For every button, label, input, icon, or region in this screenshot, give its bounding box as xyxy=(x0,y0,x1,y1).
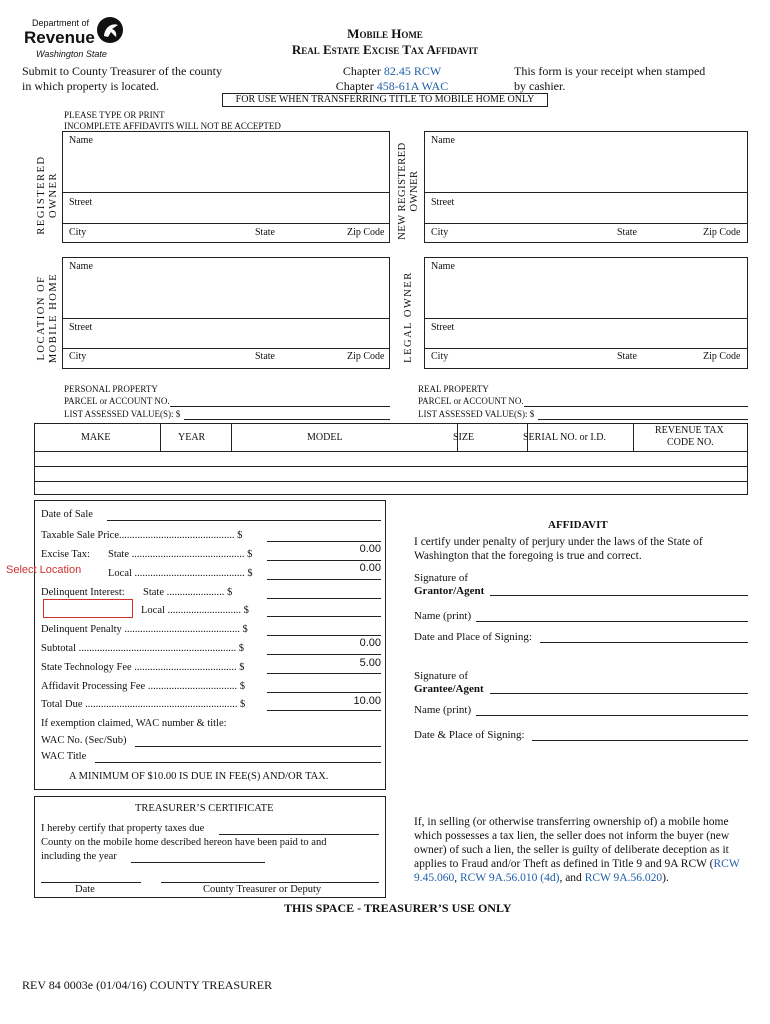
wac-link[interactable]: 458-61A WAC xyxy=(376,79,449,93)
treasurer-signature-input[interactable] xyxy=(161,882,379,883)
wa-logo-icon xyxy=(96,16,124,44)
loc-street-label: Street xyxy=(69,322,93,333)
date-of-sale-input[interactable] xyxy=(107,520,381,521)
loc-name-label: Name xyxy=(69,261,93,272)
delinquent-interest-label: Delinquent Interest: xyxy=(41,587,125,598)
including-year-input[interactable] xyxy=(131,862,265,863)
loc-zip-label: Zip Code xyxy=(347,351,385,362)
grantee-name-input[interactable] xyxy=(476,715,748,716)
location-label: LOCATION OF MOBILE HOME xyxy=(36,272,59,364)
receipt-text: This form is your receipt when stamped by cashier. xyxy=(514,64,706,93)
grantor-signature-input[interactable] xyxy=(490,595,748,596)
ro-state-label: State xyxy=(255,227,275,238)
title-line1: Mobile Home xyxy=(347,26,423,41)
col-size: SIZE xyxy=(453,432,475,443)
registered-owner-label: REGISTERED OWNER xyxy=(36,155,59,235)
ro-street-label: Street xyxy=(69,197,93,208)
grantee-signature-label: Signature of Grantee/Agent xyxy=(414,670,484,695)
grantor-signature-label: Signature of Grantor/Agent xyxy=(414,572,485,597)
ro-name-label: Name xyxy=(69,135,93,146)
grantor-date-place-label: Date and Place of Signing: xyxy=(414,631,532,643)
exemption-label: If exemption claimed, WAC number & title: xyxy=(41,718,227,729)
nro-state-label: State xyxy=(617,227,637,238)
incomplete-warning: INCOMPLETE AFFIDAVITS WILL NOT BE ACCEPTED xyxy=(64,121,281,131)
treasurer-certificate-box xyxy=(34,796,386,898)
grantee-date-place-input[interactable] xyxy=(532,740,748,741)
grantee-date-place-label: Date & Place of Signing: xyxy=(414,729,525,741)
mobile-home-table xyxy=(34,423,748,495)
title-line2: Real Estate Excise Tax Affidavit xyxy=(291,42,479,57)
nro-street-label: Street xyxy=(431,197,455,208)
excise-local-label: Local .......................................... $ xyxy=(108,568,253,579)
minimum-due-note: A MINIMUM OF $10.00 IS DUE IN FEE(S) AND/OR TAX. xyxy=(69,771,329,782)
col-make: MAKE xyxy=(81,432,111,443)
col-rev-code-2: CODE NO. xyxy=(667,437,714,448)
personal-parcel-input[interactable] xyxy=(170,406,390,407)
excise-state-value: 0.00 xyxy=(359,543,381,555)
tax-lien-warning: If, in selling (or otherwise transferring ownership of) a mobile home which possesses a tax lien, the seller does not inform the buyer (new owner) of such a lien, the seller is guilty of deliberate deception as it applies to Fraud and/or Theft as defined in Title 9 and 9A RCW (RCW 9.45.060, RCW 9A.56.010 (4d), and RCW 9A.56.020). xyxy=(414,816,740,884)
location-box xyxy=(62,257,390,369)
wac-no-input[interactable] xyxy=(135,746,381,747)
subtotal-value: 0.00 xyxy=(359,637,381,649)
rcw-link-3[interactable]: RCW 9A.56.020 xyxy=(584,872,663,884)
treasurer-certificate-title: TREASURER’S CERTIFICATE xyxy=(135,803,274,814)
personal-assessed-input[interactable] xyxy=(184,419,390,420)
taxable-sale-price-input[interactable] xyxy=(267,541,381,542)
col-model: MODEL xyxy=(307,432,343,443)
table-row-line xyxy=(35,481,747,482)
for-use-banner: FOR USE WHEN TRANSFERRING TITLE TO MOBILE HOME ONLY xyxy=(222,93,548,107)
dept-line2: Revenue xyxy=(24,28,95,47)
tech-fee-input[interactable] xyxy=(267,673,381,674)
treasurer-date-label: Date xyxy=(75,884,95,895)
wac-title-label: WAC Title xyxy=(41,751,87,762)
excise-local-value: 0.00 xyxy=(359,562,381,574)
delinquent-penalty-input[interactable] xyxy=(267,635,381,636)
registered-owner-box xyxy=(62,131,390,243)
total-due-label: Total Due .......................................................... $ xyxy=(41,699,246,710)
select-location-field[interactable] xyxy=(43,599,133,618)
real-assessed-input[interactable] xyxy=(538,419,748,420)
tax-calculation-box xyxy=(34,500,386,790)
excise-tax-label: Excise Tax: xyxy=(41,549,90,560)
nro-zip-label: Zip Code xyxy=(703,227,741,238)
col-serial: SERIAL NO. or I.D. xyxy=(523,432,606,443)
col-rev-code-1: REVENUE TAX xyxy=(655,425,724,436)
treasurer-line2: County on the mobile home described hereon have been paid to and xyxy=(41,837,327,848)
grantee-signature-input[interactable] xyxy=(490,693,748,694)
legal-owner-box xyxy=(424,257,748,369)
rcw-link-1b[interactable]: 9.45.060 xyxy=(414,872,455,884)
affidavit-certify: I certify under penalty of perjury under the laws of the State of Washington that the foregoing is true and correct. xyxy=(414,536,703,562)
total-due-input[interactable] xyxy=(267,710,381,711)
lo-state-label: State xyxy=(617,351,637,362)
tech-fee-label: State Technology Fee ....................................... $ xyxy=(41,662,245,673)
date-of-sale-label: Date of Sale xyxy=(41,509,93,520)
real-parcel-input[interactable] xyxy=(524,406,748,407)
tech-fee-value: 5.00 xyxy=(359,657,381,669)
nro-name-label: Name xyxy=(431,135,455,146)
ro-city-label: City xyxy=(69,227,87,238)
processing-fee-input[interactable] xyxy=(267,692,381,693)
personal-property-label: PERSONAL PROPERTY xyxy=(64,384,158,394)
dept-line3: Washington State xyxy=(36,49,107,59)
submit-text: Submit to County Treasurer of the county in which property is located. xyxy=(22,64,222,93)
form-id: REV 84 0003e (01/04/16) COUNTY TREASURER xyxy=(22,978,273,992)
personal-parcel-label: PARCEL or ACCOUNT NO. xyxy=(64,396,170,406)
dept-line1: Department of xyxy=(32,18,90,28)
real-assessed-label: LIST ASSESSED VALUE(S): $ xyxy=(418,409,535,419)
rcw-link[interactable]: 82.45 RCW xyxy=(383,64,442,78)
lo-city-label: City xyxy=(431,351,449,362)
nro-city-label: City xyxy=(431,227,449,238)
excise-state-label: State ........................................... $ xyxy=(108,549,253,560)
new-registered-owner-label: NEW REGISTERED OWNER xyxy=(397,142,420,240)
lo-zip-label: Zip Code xyxy=(703,351,741,362)
loc-city-label: City xyxy=(69,351,87,362)
lo-street-label: Street xyxy=(431,322,455,333)
rcw-link-1[interactable]: RCW xyxy=(713,858,740,870)
subtotal-input[interactable] xyxy=(267,654,381,655)
grantor-name-input[interactable] xyxy=(476,621,748,622)
dor-logo xyxy=(22,16,132,64)
processing-fee-label: Affidavit Processing Fee .................................. $ xyxy=(41,681,245,692)
lo-name-label: Name xyxy=(431,261,455,272)
treasurer-date-input[interactable] xyxy=(41,882,141,883)
ro-zip-label: Zip Code xyxy=(347,227,385,238)
table-row-line xyxy=(35,451,747,452)
excise-state-input[interactable] xyxy=(267,560,381,561)
affidavit-title: AFFIDAVIT xyxy=(548,519,608,531)
real-property-label: REAL PROPERTY xyxy=(418,384,489,394)
real-parcel-label: PARCEL or ACCOUNT NO. xyxy=(418,396,524,406)
di-state-label: State ...................... $ xyxy=(143,587,233,598)
treasurer-line3: including the year xyxy=(41,851,117,862)
legal-owner-label: LEGAL OWNER xyxy=(403,271,414,363)
grantor-date-place-input[interactable] xyxy=(540,642,748,643)
col-year: YEAR xyxy=(178,432,206,443)
rcw-link-2[interactable]: RCW 9A.56.010 (4d) xyxy=(460,872,560,884)
subtotal-label: Subtotal ............................................................ $ xyxy=(41,643,245,654)
table-row-line xyxy=(35,466,747,467)
di-local-label: Local ............................ $ xyxy=(141,605,249,616)
please-type: PLEASE TYPE OR PRINT xyxy=(64,110,165,120)
taxes-due-county-input[interactable] xyxy=(219,834,379,835)
chapter-refs: Chapter 82.45 RCW Chapter 458-61A WAC xyxy=(335,64,449,93)
wac-title-input[interactable] xyxy=(95,762,381,763)
select-location-label[interactable]: Select Location xyxy=(6,564,82,576)
total-due-value: 10.00 xyxy=(353,695,381,707)
treasurer-use-only: THIS SPACE - TREASURER’S USE ONLY xyxy=(284,901,512,915)
taxable-sale-price-label: Taxable Sale Price............................................ $ xyxy=(41,530,243,541)
personal-assessed-label: LIST ASSESSED VALUE(S): $ xyxy=(64,409,181,419)
treasurer-deputy-label: County Treasurer or Deputy xyxy=(203,884,322,895)
wac-no-label: WAC No. (Sec/Sub) xyxy=(41,735,127,746)
excise-local-input[interactable] xyxy=(267,579,381,580)
grantor-name-label: Name (print) xyxy=(414,610,472,622)
grantee-name-label: Name (print) xyxy=(414,704,472,716)
form-title xyxy=(230,26,540,58)
delinquent-penalty-label: Delinquent Penalty ............................................ $ xyxy=(41,624,248,635)
di-local-input[interactable] xyxy=(267,616,381,617)
treasurer-line1: I hereby certify that property taxes due xyxy=(41,823,205,834)
new-registered-owner-box xyxy=(424,131,748,243)
di-state-input[interactable] xyxy=(267,598,381,599)
loc-state-label: State xyxy=(255,351,275,362)
